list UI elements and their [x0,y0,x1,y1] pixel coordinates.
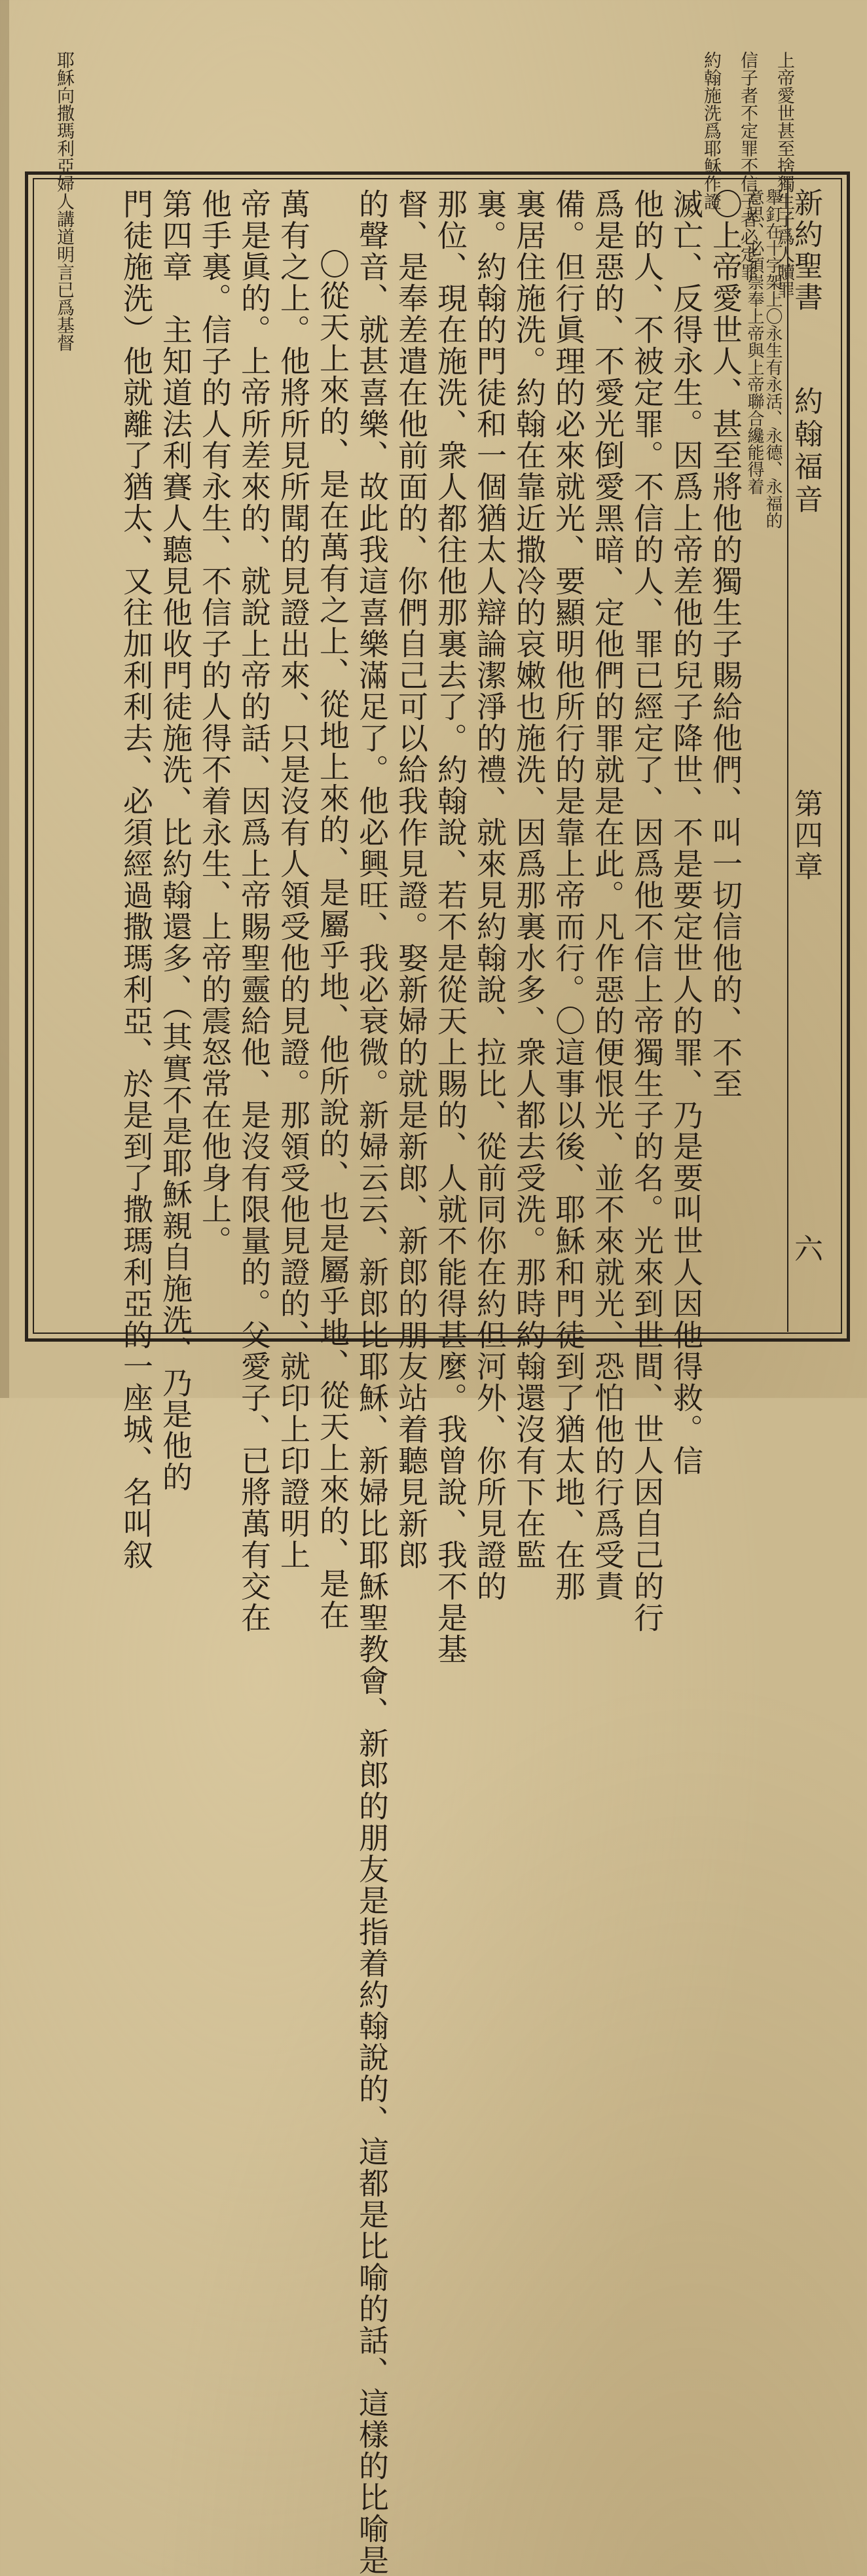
text-column: 〇上帝愛世人、甚至將他的獨生子賜給他們、叫一切信他的、不至 [708,188,743,1100]
annotation-column: 意思、必須崇奉上帝與上帝聯合纔能得着 [745,188,764,495]
text-column: 裏。約翰的門徒和一個猶太人辯論潔淨的禮、就來見約翰說、拉比、從前同你在約但河外、你所見證的 [472,188,507,1602]
text-column: 爲是惡的、不愛光倒愛黑暗、定他們的罪就是在此。凡作惡的便恨光、並不來就光、恐怕他的行爲受責 [590,188,625,1602]
text-column: 萬有之上。他將所見所聞的見證出來、只是沒有人領受他的見證。那領受他見證的、就印上印證明上 [276,188,311,1571]
margin-note [52,51,75,351]
text-column: 門徒施洗）他就離了猶太、又往加利利去、必須經過撒瑪利亞、於是到了撒瑪利亞的一座城、名叫叙 [119,188,154,1571]
text-column: 帝是眞的。上帝所差來的、就說上帝的話、因爲上帝賜聖靈給他、是沒有限量的。父愛子、已將萬有交在 [236,188,272,1634]
text-column: 〇從天上來的、是在萬有之上、從地上來的、是屬乎地、他所說的、也是屬乎地、從天上來的、是在 [315,249,350,1631]
page-edge-shadow [0,0,9,1398]
chapter-heading: 第四章 [789,789,822,883]
text-column: 備。但行眞理的必來就光、要顯明他所行的是靠上帝而行。〇這事以後、耶穌和門徒到了猶太地、在那 [551,188,586,1602]
page-header [787,180,834,1332]
margin-note-text: 約翰施洗爲耶穌作證 [701,51,721,210]
margin-note-text: 耶穌向撒瑪利亞婦人講道明言已爲基督 [54,51,74,351]
margin-notes-left [38,51,75,351]
text-column: 的聲音、就甚喜樂、故此我這喜樂滿足了。他必興旺、我必衰微。新婦云云、新郎比耶穌、新婦比耶穌聖教會、新郎的朋友是指着約翰說的、這都是比喻的話、這樣的比喻是 [354,188,390,2576]
gospel-title: 約翰福音 [789,386,822,517]
margin-note [699,51,722,210]
margin-note [736,51,758,281]
text-column: 滅亡、反得永生。因爲上帝差他的兒子降世、不是要定世人的罪、乃是要叫世人因他得救。信 [669,188,704,1476]
text-column: 督、是奉差遣在他前面的、你們自己可以給我作見證。娶新婦的就是新郎、新郎的朋友站着聽見新郎 [394,188,429,1571]
margin-note-text: 信子者不定罪不信子者必定罪 [737,51,758,281]
margin-note [773,51,795,298]
margin-notes-right [685,51,795,298]
text-column: 裏居住施洗。約翰在靠近撒冷的哀嫩也施洗、因爲那裏水多、衆人都去受洗。那時約翰還沒有下在監 [511,188,547,1571]
text-column: 第四章 主知道法利賽人聽見他收門徒施洗、比約翰還多、（其實不是耶穌親自施洗、乃是他的 [158,188,193,1493]
book-title: 新約聖書 [789,188,822,313]
margin-note-text: 上帝愛世甚至捨獨生子爲人贖罪 [774,51,794,298]
text-column: 他的人、不被定罪。不信的人、罪已經定了、因爲他不信上帝獨生子的名。光來到世間、世人因自己的行 [629,188,665,1634]
annotation-column: 舉釘在十字架上〇永生有永活、永德、永福的 [763,188,783,529]
body-text [68,188,783,2576]
text-column: 那位、現在施洗、衆人都往他那裏去了。約翰說、若不是從天上賜的、人就不能得甚麼。我曾說、我不是基 [433,188,468,1665]
text-column: 他手裏。信子的人有永生、不信子的人得不着永生、上帝的震怒常在他身上。 [197,188,232,1257]
page-number: 六 [789,1234,822,1262]
